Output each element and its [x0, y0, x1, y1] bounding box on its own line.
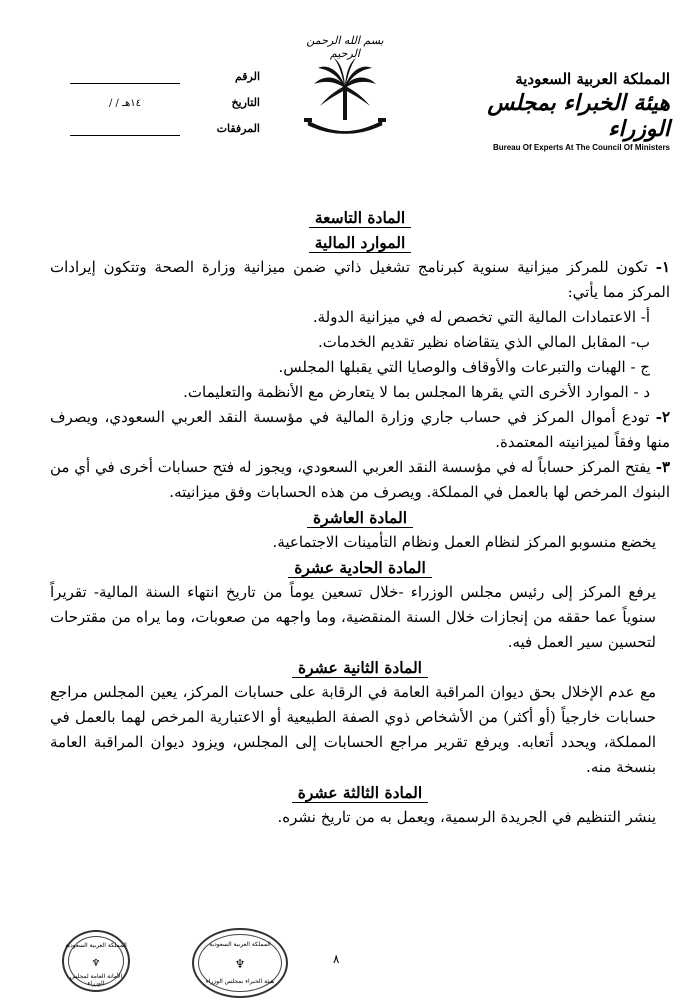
bismillah: بسم الله الرحمن الرحيم [306, 34, 384, 60]
seal-left-emblem-icon: ♆ [91, 958, 101, 969]
date-label: التاريخ [231, 96, 260, 109]
bureau-name-english: Bureau Of Experts At The Council Of Ministers [492, 143, 670, 152]
article-10-text: يخضع منسوبو المركز لنظام العمل ونظام التأمينات الاجتماعية. [272, 533, 656, 551]
reference-number-row [70, 70, 260, 92]
article-12-title: المادة الثانية عشرة [50, 655, 670, 680]
article-13-title: المادة الثالثة عشرة [50, 780, 670, 805]
article-13-text: ينشر التنظيم في الجريدة الرسمية، ويعمل به من تاريخ نشره. [277, 808, 656, 826]
seal-right [192, 928, 288, 998]
attachments-label: المرفقات [216, 122, 260, 135]
article-11-title: المادة الحادية عشرة [50, 555, 670, 580]
article-11-text: يرفع المركز إلى رئيس مجلس الوزراء -خلال تسعين يوماً من تاريخ انتهاء السنة المالية- تقريراً سنوياً عما حققه من إنجازات خلال السنة المنقضية، وما واجهه من صعوبات، وما يراه من مقترحات لتحسين سير العمل فيه. [50, 583, 656, 651]
article-9-subtitle: الموارد المالية [50, 230, 670, 255]
article-9-title: المادة التاسعة [50, 205, 670, 230]
article-9-item-1a: أ- الاعتمادات المالية التي تخصص له في ميزانية الدولة. [312, 308, 650, 326]
article-9-item-3: ٣- يفتح المركز حساباً له في مؤسسة النقد العربي السعودي، ويجوز له فتح حسابات أخرى في أي من البنوك المرخص لها بالعمل في المملكة. ويصرف من هذه الحسابات وفق ميزانيته. [50, 458, 670, 501]
article-9-item-1c: ج - الهبات والتبرعات والأوقاف والوصايا التي يقبلها المجلس. [278, 358, 650, 376]
attachments-line [70, 124, 180, 136]
seal-left-bottom-text: الأمانة العامة لمجلس الوزراء [69, 973, 123, 987]
article-9-item-2: ٢- تودع أموال المركز في حساب جاري وزارة المالية في مؤسسة النقد العربي السعودي، ويصرف منها وفقاً لميزانيته المعتمدة. [50, 408, 670, 451]
reference-label: الرقم [234, 70, 260, 83]
seal-left-top-text: المملكة العربية السعودية [65, 942, 127, 949]
attachments-row [70, 122, 260, 144]
seal-right-top-text: المملكة العربية السعودية [209, 941, 271, 948]
bureau-name-arabic: هيئة الخبراء بمجلس الوزراء [487, 90, 670, 142]
document-body [50, 205, 670, 830]
article-9-item-1b: ب- المقابل المالي الذي يتقاضاه نظير تقديم الخدمات. [318, 333, 650, 351]
seal-left [62, 930, 130, 992]
date-value: / / ١٤هـ [108, 98, 142, 109]
article-9-item-1: ١- تكون للمركز ميزانية سنوية كبرنامج تشغيل ذاتي ضمن ميزانية وزارة الصحة وتتكون إيرادات المركز مما يأتي: [50, 258, 670, 301]
seal-right-bottom-text: هيئة الخبراء بمجلس الوزراء [205, 978, 275, 985]
reference-number-line [70, 72, 180, 84]
page-number: ٨ [333, 952, 340, 966]
kingdom-name: المملكة العربية السعودية [515, 70, 670, 88]
article-10-title: المادة العاشرة [50, 505, 670, 530]
article-9-item-1d: د - الموارد الأخرى التي يقرها المجلس بما لا يتعارض مع الأنظمة والتعليمات. [183, 383, 650, 401]
palm-swords-emblem-icon [300, 56, 390, 146]
seal-right-emblem-icon: ♆ [234, 957, 246, 971]
article-12-text: مع عدم الإخلال بحق ديوان المراقبة العامة في الرقابة على حسابات المركز، يعين المجلس مراجع حسابات خارجياً (أو أكثر) من الأشخاص ذوي الصفة الطبيعية أو الاعتبارية المرخص لهما بالعمل في المملكة، ويحدد أتعابه. ويرفع تقرير مراجع الحسابات إلى المجلس، ويزود ديوان المراقبة العامة بنسخة منه. [50, 683, 656, 776]
date-row [70, 96, 260, 118]
organization-header [430, 70, 670, 152]
